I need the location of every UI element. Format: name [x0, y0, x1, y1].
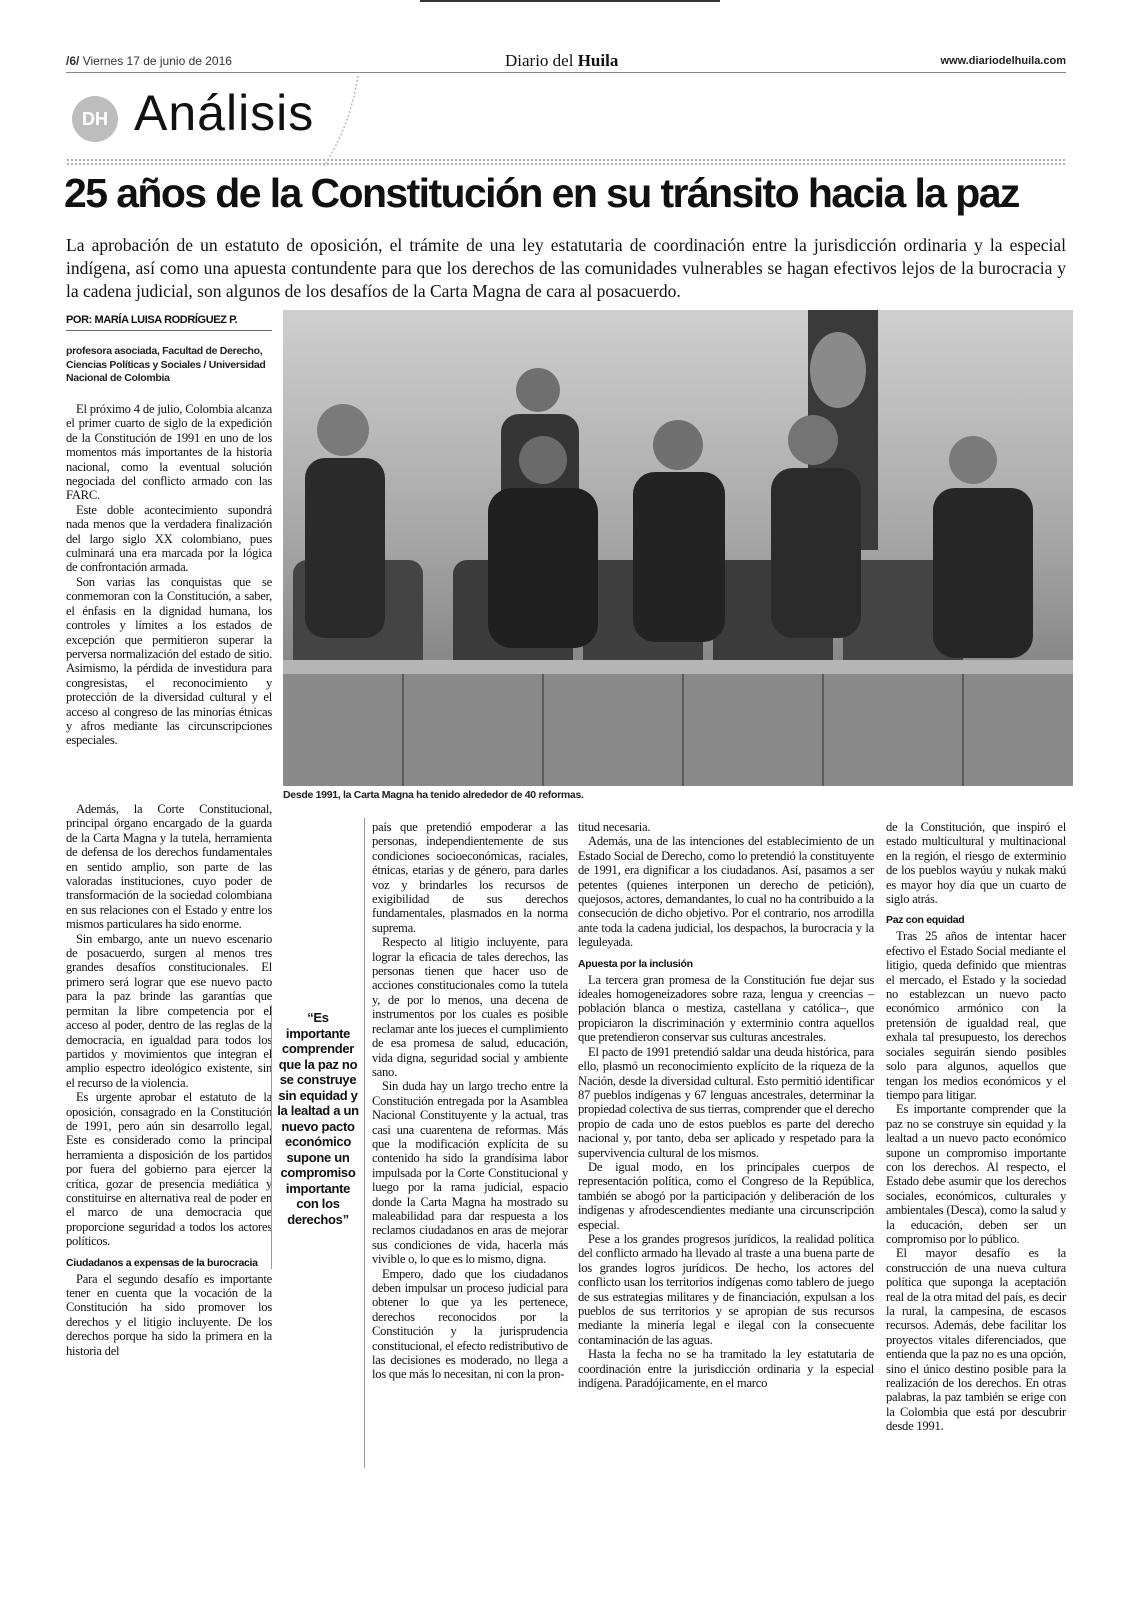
website-url: www.diariodelhuila.com — [940, 55, 1066, 67]
subheading: Ciudadanos a expensas de la burocracia — [66, 1256, 258, 1269]
paragraph: El mayor desafío es la construcción de una nueva cultura política que suponga la aceptación real de la otra mitad del país, es decir la rural, la campesina, de escasos recursos. Además, debe facilitar los proyectos vitales diferenciados, que entienda que la paz no es una opción, sino el único destino posible para la realización de los derechos. En otras palabras, la paz también se erige con la Colombia que está por descubrir desde 1991. — [886, 1246, 1066, 1434]
paragraph: La tercera gran promesa de la Constitución fue dejar sus ideales homogeneizadores sobre raza, lengua y creencias –población blanca o mestiza, castellana y católica–, que propiciaron la discriminación y exterminio contra aquellos que pretendieron conservar sus culturas ancestrales. — [578, 972, 874, 1045]
column-5 — [886, 820, 1066, 1434]
paragraph: Pese a los grandes progresos jurídicos, la realidad política del conflicto armado ha llevado al traste a una buena parte de los grandes logros jurídicos. De hecho, los actores del conflicto usan los territorios indígenas como tablero de juego de sus estrategias militares y de financiación, expulsan a los pueblos de sus territorios y se apropian de sus recursos mediante la minería legal e ilegal con la consecuente contaminación de las aguas. — [578, 1231, 874, 1347]
paragraph: El próximo 4 de julio, Colombia alcanza el primer cuarto de siglo de la expedición de la Constitución de 1991 en uno de los momentos más importantes de la historia nacional, como la eventual solución negociada del conflicto armado con las FARC. — [66, 402, 272, 503]
page-number: 6 — [69, 54, 77, 68]
byline: POR: MARÍA LUISA RODRÍGUEZ P. — [66, 314, 238, 326]
paragraph: Respecto al litigio incluyente, para lograr la eficacia de tales derechos, las personas tienen que hacer uso de acciones constitucionales como la tutela y, de por lo menos, una decena de instrumentos por los cuales es posible reclamar ante los jueces el cumplimiento de esa promesa de salud, educación, vida digna, seguridad social y ambiente sano. — [372, 935, 568, 1079]
dh-logo-icon — [72, 96, 118, 142]
paragraph: país que pretendió empoderar a las personas, independientemente de sus condiciones socioeconómicas, raciales, étnicas, etarias y de género, para darles voz y brindarles los recursos de exigibilidad de sus derechos fundamentales, plasmados en la norma suprema. — [372, 820, 568, 935]
paragraph: Este doble acontecimiento supondrá nada menos que la verdadera finalización del largo siglo XX colombiano, pues culminará una era marcada por la lógica de confrontación armada. — [66, 502, 272, 575]
subheading: Apuesta por la inclusión — [578, 957, 693, 970]
top-crop-line — [420, 0, 720, 2]
pull-quote: “Es importante comprender que la paz no se construye sin equidad y la lealtad a un nuevo pacto económico supone un compromiso importante con los derechos” — [277, 1010, 359, 1227]
subheading: Paz con equidad — [886, 914, 965, 927]
paragraph: Sin duda hay un largo trecho entre la Constitución entregada por la Asamblea Nacional Constituyente y la actual, tras casi una cuarentena de reformas. Más que la modificación explícita de su contenido ha sido la grandísima labor impulsada por la Corte Constitucional y luego por la rama judicial, espacio donde la Carta Magna ha mostrado su maleabilidad para dar respuesta a los reclamos ciudadanos en aras de mejorar sus condiciones de vida, hacerla más vivible o, lo que es lo mismo, digna. — [372, 1079, 568, 1267]
paragraph: Además, una de las intenciones del establecimiento de un Estado Social de Derecho, como lo pretendió la constituyente de 1991, era dignificar a los ciudadanos. Así, pasamos a ser petentes (quienes interponen un derecho de petición), quejosos, actores, demandantes, lo cual no ha contribuido a la consecución de dicho objetivo. Por el contrario, nos arrodilla ante toda la cadena judicial, los despachos, la burocracia y la leguleyada. — [578, 834, 874, 950]
column-4 — [578, 820, 874, 1390]
header-rule — [66, 72, 1066, 73]
paragraph: Para el segundo desafío es importante tener en cuenta que la vocación de la Constitución ha sido promover los derechos y el litigio incluyente. De los derechos porque ha sido la primera en la historia del — [66, 1271, 272, 1358]
paragraph: El pacto de 1991 pretendió saldar una deuda histórica, para ello, plasmó un reconocimiento explícito de la riqueza de la Nación, desde la diversidad cultural. Esto permitió identificar 87 pueblos indígenas y 67 lenguas ancestrales, determinar la propiedad colectiva de sus tierras, comprender que el derecho propio de cada uno de estos pueblos es parte del derecho nacional y, por tanto, deba ser aplicado y respetado para la supervivencia cultural de los mismos. — [578, 1044, 874, 1160]
lead-paragraph: La aprobación de un estatuto de oposición, el trámite de una ley estatutaria de coordinación entre la jurisdicción ordinaria y la especial indígena, así como una apuesta contundente para que los derechos de las comunidades vulnerables se hagan efectivos lejos de la burocracia y la cadena judicial, son algunos de los desafíos de la Carta Magna de cara al posacuerdo. — [66, 235, 1066, 301]
byline-rule — [66, 330, 272, 331]
newspaper-name — [505, 51, 618, 71]
column-1-top — [66, 402, 272, 748]
paragraph: titud necesaria. — [578, 820, 651, 834]
paragraph: Son varias las conquistas que se conmemoran con la Constitución, a saber, el énfasis en la dignidad humana, los controles y límites a los estados de excepción que permitieron superar la perversa normalización del estado de sitio. Asimismo, la pérdida de investidura para congresistas, el reconocimiento y protección de la diversidad cultural y el acceso al congreso de las minorías étnicas y afros mediante las circunscripciones especiales. — [66, 574, 272, 748]
section-slash-decoration — [320, 76, 360, 168]
section-title: Análisis — [134, 85, 315, 141]
issue-date: Viernes 17 de junio de 2016 — [82, 54, 232, 68]
paragraph: De igual modo, en los principales cuerpos de representación política, como el Congreso de la República, también se abogó por la participación y deliberación de los indígenas y afrodescendientes mediante una circunscripción especial. — [578, 1159, 874, 1232]
column-3 — [372, 820, 568, 1382]
affiliation-text: profesora asociada, Facultad de Derecho, Ciencias Políticas y Sociales / Universidad Nacional de Colombia — [66, 345, 266, 384]
photo-caption: Desde 1991, la Carta Magna ha tenido alrededor de 40 reformas. — [283, 789, 584, 801]
column-1-bottom — [66, 802, 272, 1358]
newspaper-name-part1: Diario del — [505, 51, 574, 70]
ceremony-photo — [283, 310, 1073, 786]
page-header-left: /6/ Viernes 17 de junio de 2016 — [66, 54, 232, 68]
headline: 25 años de la Constitución en su tránsito hacia la paz — [64, 170, 1019, 216]
newspaper-name-part2: Huila — [577, 51, 619, 70]
paragraph: Es importante comprender que la paz no se construye sin equidad y la lealtad a un nuevo pacto económico supone un compromiso importante con los derechos. Al respecto, el Estado debe asumir que los derechos sociales, económicos, culturales y ambientales (Desca), como la salud y la educación, deben ser un compromiso por lo público. — [886, 1102, 1066, 1246]
author-affiliation — [66, 345, 272, 386]
paragraph: Además, la Corte Constitucional, principal órgano encargado de la guarda de la Carta Magna y la tutela, herramienta de defensa de los derechos fundamentales en sentido amplio, son parte de las valoradas instituciones, cuyo poder de transformación de la sociedad colombiana en sus relaciones con el Estado y entre los mismos particulares ha sido enorme. — [66, 802, 272, 932]
logo-text: DH — [82, 108, 108, 129]
paragraph: Empero, dado que los ciudadanos deben impulsar un proceso judicial para obtener lo que ya les pertenece, derechos reconocidos por la Constitución y la jurisprudencia constitucional, el efecto redistributivo de las decisiones es moderado, no llega a los que más lo necesitan, ni con la pron- — [372, 1266, 568, 1382]
paragraph: Hasta la fecha no se ha tramitado la ley estatutaria de coordinación entre la jurisdicción ordinaria y la especial indígena. Paradójicamente, en el marco — [578, 1347, 874, 1391]
paragraph: Sin embargo, ante un nuevo escenario de posacuerdo, surgen al menos tres grandes desafíos constitucionales. El primero será lograr que ese nuevo pacto para la paz brinde las garantías que permitan la libre competencia por el acceso al poder, dentro de las reglas de la democracia, en igualdad para todos los partidos y movimientos que integran el amplio espectro ideológico existente, sin el recurso de la violencia. — [66, 931, 272, 1090]
pull-quote-rule-left — [271, 1005, 272, 1269]
paragraph: Es urgente aprobar el estatuto de la oposición, consagrado en la Constitución de 1991, pero aún sin desarrollo legal. Este es considerado como la principal herramienta a disposición de los partidos por fuera del gobierno para ejercer la crítica, gozar de presencia mediática y constituirse en alternativa real de poder en el marco de una democracia que proporcione seguridad a todos los actores políticos. — [66, 1090, 272, 1249]
dotted-band — [66, 158, 1066, 165]
paragraph: de la Constitución, que inspiró el estado multicultural y multinacional en la región, el riesgo de exterminio de los pueblos wayúu y nukak makú es mayor hoy día que un cuarto de siglo atrás. — [886, 820, 1066, 907]
paragraph: Tras 25 años de intentar hacer efectivo el Estado Social mediante el litigio, queda definido que mientras el mercado, el Estado y la sociedad no establezcan un nuevo pacto económico armónico con la pretensión de igualdad real, que exhala tal presupuesto, los derechos sociales seguirán siendo posibles solo para algunos, aquellos que tengan los medios económicos y el tiempo para litigar. — [886, 929, 1066, 1102]
column-rule — [364, 818, 365, 1468]
